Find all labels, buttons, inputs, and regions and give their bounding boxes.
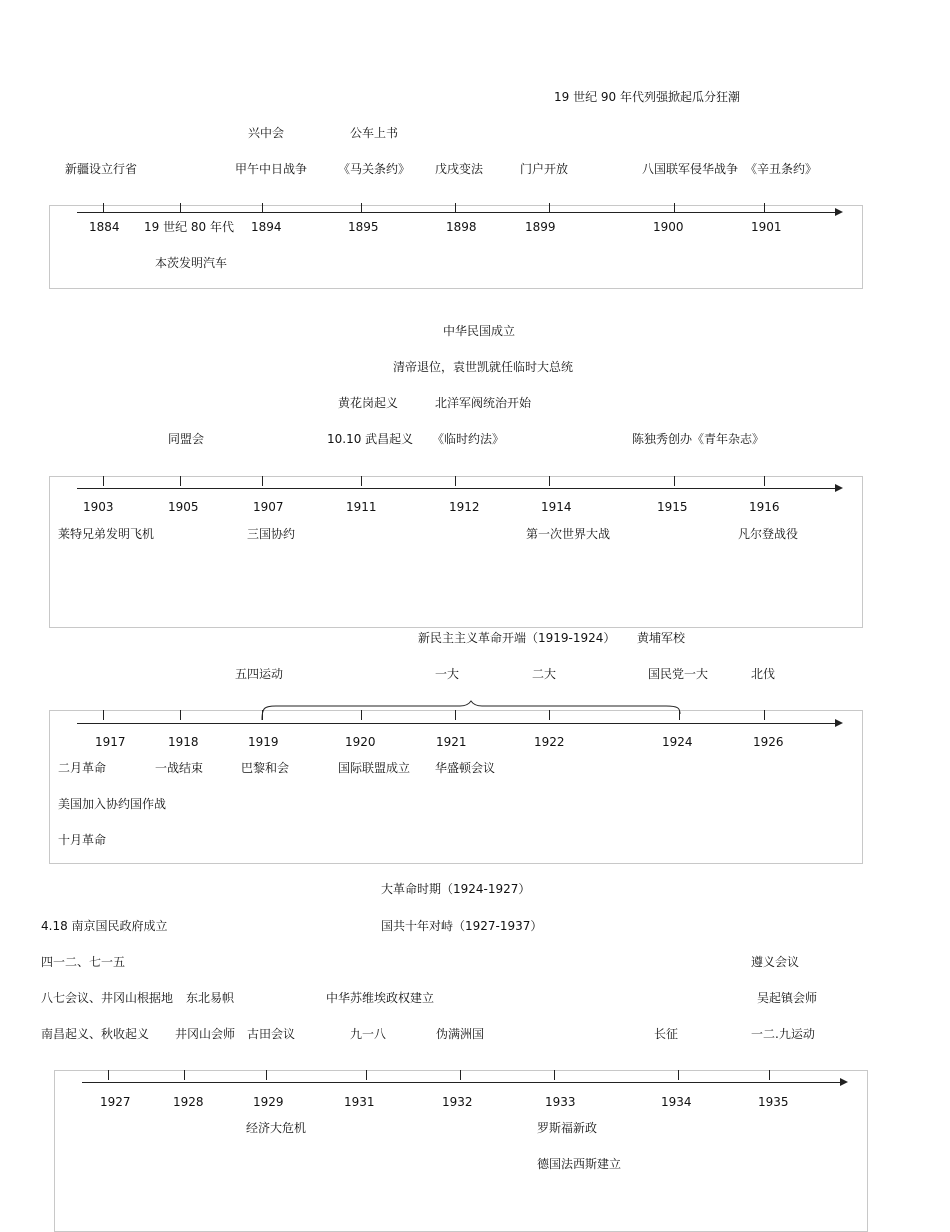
axis-tick [180, 203, 181, 213]
timeline-axis [82, 1082, 840, 1083]
year-label: 1919 [248, 735, 279, 749]
event-label: 华盛顿会议 [435, 761, 496, 775]
event-label: 新民主主义革命开端（1919-1924） [418, 631, 616, 645]
year-label: 1918 [168, 735, 199, 749]
axis-arrow-icon [840, 1078, 848, 1086]
axis-arrow-icon [835, 719, 843, 727]
event-label: 黄花岗起义 [338, 396, 399, 410]
axis-tick [674, 476, 675, 486]
axis-tick [455, 203, 456, 213]
axis-tick [184, 1070, 185, 1080]
event-label: 黄埔军校 [637, 631, 686, 645]
year-label: 1917 [95, 735, 126, 749]
year-label: 1884 [89, 220, 120, 234]
axis-tick [674, 203, 675, 213]
timeline-axis [77, 723, 835, 724]
event-label: 经济大危机 [246, 1121, 307, 1135]
year-label: 1922 [534, 735, 565, 749]
year-label: 1933 [545, 1095, 576, 1109]
event-label: 遵义会议 [751, 955, 800, 969]
axis-tick [361, 203, 362, 213]
event-label: 一大 [435, 667, 460, 681]
axis-tick [460, 1070, 461, 1080]
event-label: 《临时约法》 [432, 432, 505, 446]
axis-tick [103, 710, 104, 720]
section-frame [49, 205, 863, 289]
event-label: 一战结束 [155, 761, 204, 775]
event-label: 巴黎和会 [241, 761, 290, 775]
event-label: 八七会议、井冈山根据地 [41, 991, 174, 1005]
year-label: 1920 [345, 735, 376, 749]
event-label: 北伐 [751, 667, 776, 681]
year-label: 1924 [662, 735, 693, 749]
event-label: 国民党一大 [648, 667, 709, 681]
axis-tick [103, 476, 104, 486]
event-label: 新疆设立行省 [65, 162, 138, 176]
year-label: 1926 [753, 735, 784, 749]
year-label: 1931 [344, 1095, 375, 1109]
event-label: 中华苏维埃政权建立 [326, 991, 435, 1005]
year-label: 1912 [449, 500, 480, 514]
axis-tick [764, 476, 765, 486]
event-label: 吴起镇会师 [757, 991, 818, 1005]
year-label: 1916 [749, 500, 780, 514]
period-brace [260, 700, 684, 722]
event-label: 八国联军侵华战争 [642, 162, 739, 176]
year-label: 1915 [657, 500, 688, 514]
axis-tick [361, 476, 362, 486]
axis-tick [764, 203, 765, 213]
event-label: 罗斯福新政 [537, 1121, 598, 1135]
event-label: 国共十年对峙（1927-1937） [381, 919, 543, 933]
event-label: 本茨发明汽车 [155, 256, 228, 270]
event-label: 门户开放 [520, 162, 569, 176]
timeline-axis [77, 488, 835, 489]
event-label: 井冈山会师 [175, 1027, 236, 1041]
year-label: 1929 [253, 1095, 284, 1109]
axis-tick [180, 710, 181, 720]
year-label: 1911 [346, 500, 377, 514]
event-label: 同盟会 [168, 432, 205, 446]
event-label: 莱特兄弟发明飞机 [58, 527, 155, 541]
event-label: 第一次世界大战 [526, 527, 611, 541]
axis-tick [764, 710, 765, 720]
event-label: 南昌起义、秋收起义 [41, 1027, 150, 1041]
axis-tick [549, 203, 550, 213]
year-label: 1928 [173, 1095, 204, 1109]
axis-tick [549, 476, 550, 486]
year-label: 1932 [442, 1095, 473, 1109]
event-label: 国际联盟成立 [338, 761, 411, 775]
event-label: 十月革命 [58, 833, 107, 847]
event-label: 东北易帜 [186, 991, 235, 1005]
timeline-axis [77, 212, 835, 213]
event-label: 美国加入协约国作战 [58, 797, 167, 811]
event-label: 清帝退位，袁世凯就任临时大总统 [393, 360, 574, 374]
event-label: 10.10 武昌起义 [327, 432, 414, 446]
axis-tick [266, 1070, 267, 1080]
year-label: 1903 [83, 500, 114, 514]
event-label: 戊戌变法 [435, 162, 484, 176]
event-label: 陈独秀创办《青年杂志》 [632, 432, 765, 446]
event-label: 《辛丑条约》 [745, 162, 818, 176]
year-label: 1927 [100, 1095, 131, 1109]
event-label: 大革命时期（1924-1927） [381, 882, 531, 896]
event-label: 三国协约 [247, 527, 296, 541]
event-label: 《马关条约》 [338, 162, 411, 176]
event-label: 凡尔登战役 [738, 527, 799, 541]
event-label: 甲午中日战争 [235, 162, 308, 176]
event-label: 四一二、七一五 [41, 955, 126, 969]
year-label: 1905 [168, 500, 199, 514]
axis-tick [366, 1070, 367, 1080]
year-label: 1898 [446, 220, 477, 234]
event-label: 长征 [654, 1027, 679, 1041]
axis-tick [262, 203, 263, 213]
event-label: 伪满洲国 [436, 1027, 485, 1041]
year-label: 1895 [348, 220, 379, 234]
axis-tick [108, 1070, 109, 1080]
year-label: 1899 [525, 220, 556, 234]
axis-arrow-icon [835, 208, 843, 216]
year-label: 1914 [541, 500, 572, 514]
event-label: 北洋军阀统治开始 [435, 396, 532, 410]
axis-tick [554, 1070, 555, 1080]
axis-tick [103, 203, 104, 213]
event-label: 古田会议 [247, 1027, 296, 1041]
year-label: 1921 [436, 735, 467, 749]
event-label: 五四运动 [235, 667, 284, 681]
event-label: 中华民国成立 [443, 324, 516, 338]
year-label: 1907 [253, 500, 284, 514]
axis-arrow-icon [835, 484, 843, 492]
event-label: 德国法西斯建立 [537, 1157, 622, 1171]
axis-tick [769, 1070, 770, 1080]
event-label: 兴中会 [248, 126, 285, 140]
section-frame [49, 710, 863, 864]
event-label: 4.18 南京国民政府成立 [41, 919, 168, 933]
event-label: 公车上书 [350, 126, 399, 140]
year-label: 1901 [751, 220, 782, 234]
event-label: 一二.九运动 [751, 1027, 815, 1041]
year-label: 1900 [653, 220, 684, 234]
year-label: 19 世纪 80 年代 [144, 220, 234, 234]
axis-tick [455, 476, 456, 486]
axis-tick [262, 476, 263, 486]
year-label: 1934 [661, 1095, 692, 1109]
event-label: 二大 [532, 667, 557, 681]
year-label: 1894 [251, 220, 282, 234]
section-frame [49, 476, 863, 628]
axis-tick [180, 476, 181, 486]
event-label: 二月革命 [58, 761, 107, 775]
event-label: 19 世纪 90 年代列强掀起瓜分狂潮 [554, 90, 740, 104]
axis-tick [678, 1070, 679, 1080]
event-label: 九一八 [350, 1027, 387, 1041]
year-label: 1935 [758, 1095, 789, 1109]
